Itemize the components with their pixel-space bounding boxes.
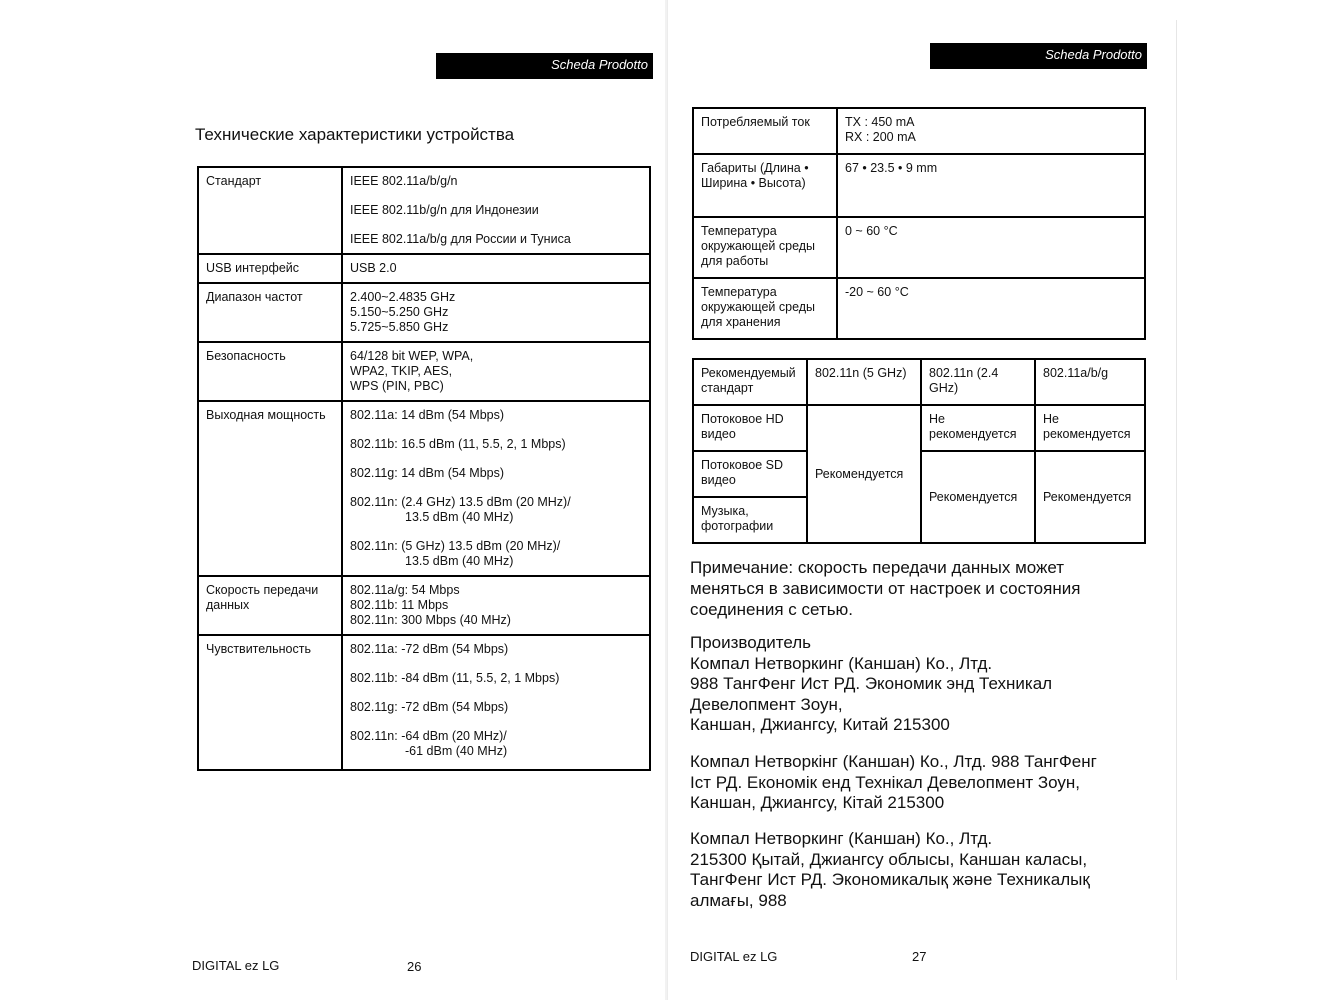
value-line: IEEE 802.11b/g/n для Индонезии (350, 203, 539, 217)
value-line: -20 ~ 60 °C (845, 285, 909, 299)
manufacturer-line: 215300 Қытай, Джиангсу облысы, Каншан каласы, (690, 849, 1088, 869)
table-row (198, 283, 650, 342)
table-row (198, 401, 650, 576)
value-line: 802.11a/g: 54 Mbps (350, 583, 460, 597)
spec-table (197, 166, 651, 771)
row-label: Потоковое HD видео (693, 405, 807, 451)
left-page (0, 0, 665, 1000)
page-number: 26 (407, 959, 422, 974)
value-line: 802.11b: -84 dBm (11, 5.5, 2, 1 Mbps) (350, 671, 560, 685)
row-value (342, 167, 650, 254)
value-group (350, 539, 642, 569)
manufacturer-kk (690, 829, 1140, 911)
footer-brand: DIGITAL ez LG (690, 949, 778, 964)
header-cell: 802.11n (2.4 GHz) (921, 359, 1035, 405)
value-line: 2.400~2.4835 GHz (350, 290, 456, 304)
manufacturer-line: Компал Нетворкинг (Каншан) Ко., Лтд. (690, 653, 993, 673)
value-line: 0 ~ 60 °C (845, 224, 898, 238)
value-line: 802.11n: (2.4 GHz) 13.5 dBm (20 MHz)/ (350, 495, 571, 509)
value-line: -61 dBm (40 MHz) (405, 744, 508, 758)
row-value (342, 342, 650, 401)
recommendation-cell: Рекомендуется (921, 451, 1035, 543)
row-value (837, 108, 1145, 154)
recommendation-cell: Рекомендуется (1035, 451, 1145, 543)
section-badge: Scheda Prodotto (930, 43, 1147, 69)
footer-brand: DIGITAL ez LG (192, 958, 280, 973)
row-value (342, 283, 650, 342)
header-cell: 802.11a/b/g (1035, 359, 1145, 405)
value-line: 13.5 dBm (40 MHz) (405, 510, 514, 524)
value-line: 802.11a: -72 dBm (54 Mbps) (350, 642, 509, 656)
table-header-row (693, 359, 1145, 405)
value-line: 13.5 dBm (40 MHz) (405, 554, 514, 568)
value-line: IEEE 802.11a/b/g/n (350, 174, 458, 188)
table-row (198, 167, 650, 254)
value-line: 802.11b: 11 Mbps (350, 598, 449, 612)
manufacturer-line: Производитель (690, 633, 812, 652)
note-text: Примечание: скорость передачи данных может меняться в зависимости от настроек и состояния соединения с сетью. (690, 558, 1081, 619)
row-label: Скорость передачи данных (198, 576, 342, 635)
row-label: Температура окружающей среды для хранения (693, 278, 837, 339)
table-row (693, 405, 1145, 451)
row-label: Стандарт (198, 167, 342, 254)
row-label: Температура окружающей среды для работы (693, 217, 837, 278)
value-line: 5.725~5.850 GHz (350, 320, 449, 334)
manufacturer-line: Іст РД. Економік енд Технікал Девелопмент Зоун, (690, 772, 1081, 792)
manufacturer-line: алмағы, 988 (690, 890, 787, 910)
value-line: 67 • 23.5 • 9 mm (845, 161, 938, 175)
value-line: WPA2, TKIP, AES, (350, 364, 453, 378)
row-value (837, 278, 1145, 339)
row-value (837, 217, 1145, 278)
table-row (693, 108, 1145, 154)
section-badge: Scheda Prodotto (436, 53, 653, 79)
row-value (837, 154, 1145, 217)
table-row (693, 217, 1145, 278)
manufacturer-line: Компал Нетворкинг (Каншан) Ко., Лтд. (690, 829, 993, 848)
value-group (350, 495, 642, 525)
row-value (342, 401, 650, 576)
manufacturer-line: Девелопмент Зоун, (690, 694, 843, 714)
table-row (198, 635, 650, 770)
header-cell: 802.11n (5 GHz) (807, 359, 921, 405)
manufacturer-uk (690, 752, 1140, 814)
spec-table-continued (692, 107, 1146, 340)
manufacturer-ru (690, 633, 1140, 736)
value-line: 802.11g: 14 dBm (54 Mbps) (350, 466, 505, 480)
manufacturer-line: Каншан, Джиангсу, Кітай 215300 (690, 793, 945, 812)
table-row (198, 342, 650, 401)
value-line: 802.11n: 300 Mbps (40 MHz) (350, 613, 511, 627)
recommendation-cell: Рекомендуется (807, 405, 921, 543)
recommendation-cell: Не рекомендуется (1035, 405, 1145, 451)
value-line: RX : 200 mA (845, 130, 916, 144)
row-label: Выходная мощность (198, 401, 342, 576)
table-row (693, 278, 1145, 339)
value-line: 5.150~5.250 GHz (350, 305, 449, 319)
value-line: 802.11a: 14 dBm (54 Mbps) (350, 408, 505, 422)
table-row (693, 154, 1145, 217)
manufacturer-line: Каншан, Джиангсу, Китай 215300 (690, 715, 950, 734)
row-label: Габариты (Длина • Ширина • Высота) (693, 154, 837, 217)
row-label: Диапазон частот (198, 283, 342, 342)
row-label: USB интерфейс (198, 254, 342, 283)
row-value (342, 576, 650, 635)
value-line: IEEE 802.11a/b/g для России и Туниса (350, 232, 571, 246)
value-line: WPS (PIN, PBC) (350, 379, 444, 393)
manufacturer-line: Компал Нетворкінг (Каншан) Ко., Лтд. 988 ТангФенг (690, 752, 1097, 771)
value-line: TX : 450 mA (845, 115, 915, 129)
row-label: Потоковое SD видео (693, 451, 807, 497)
value-group (350, 729, 642, 759)
row-label: Чувствительность (198, 635, 342, 770)
row-label: Потребляемый ток (693, 108, 837, 154)
page-title: Технические характеристики устройства (195, 125, 515, 144)
page-edge-right (1176, 20, 1177, 980)
value-line: USB 2.0 (350, 261, 397, 275)
table-row (198, 576, 650, 635)
page-number: 27 (912, 949, 927, 964)
value-line: 64/128 bit WEP, WPA, (350, 349, 474, 363)
row-value (342, 254, 650, 283)
value-line: 802.11g: -72 dBm (54 Mbps) (350, 700, 509, 714)
value-line: 802.11b: 16.5 dBm (11, 5.5, 2, 1 Mbps) (350, 437, 566, 451)
recommendation-table (692, 358, 1146, 544)
row-value (342, 635, 650, 770)
value-line: 802.11n: -64 dBm (20 MHz)/ (350, 729, 507, 743)
row-label: Музыка, фотографии (693, 497, 807, 543)
manufacturer-line: ТангФенг Ист РД. Экономикалық және Техникалық (690, 870, 1090, 889)
header-cell: Рекомендуемый стандарт (693, 359, 807, 405)
value-line: 802.11n: (5 GHz) 13.5 dBm (20 MHz)/ (350, 539, 561, 553)
row-label: Безопасность (198, 342, 342, 401)
manufacturer-line: 988 ТангФенг Ист РД. Экономик энд Техникал (690, 674, 1053, 693)
table-row (198, 254, 650, 283)
recommendation-cell: Не рекомендуется (921, 405, 1035, 451)
